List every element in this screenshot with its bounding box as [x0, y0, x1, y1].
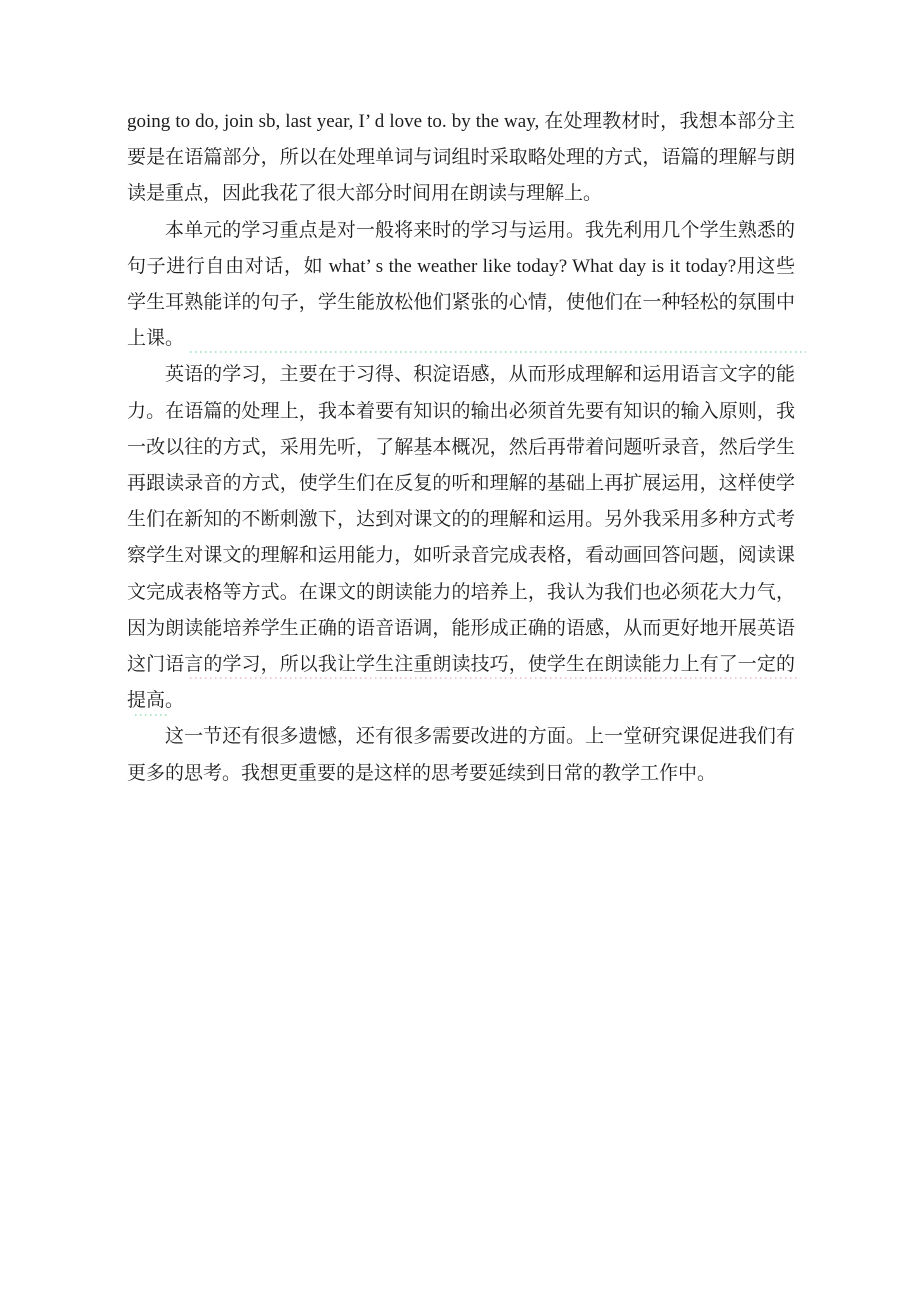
dotted-separator-line	[190, 677, 800, 679]
paragraph: 本单元的学习重点是对一般将来时的学习与运用。我先利用几个学生熟悉的句子进行自由对话，如 what’ s the weather like today? What day is it today?用这些学生耳熟能详的句子，学生能放松他们紧张的心情，使他们在一种轻松的氛围中上课。	[127, 219, 795, 350]
paragraph: 这一节还有很多遗憾，还有很多需要改进的方面。上一堂研究课促进我们有更多的思考。我想更重要的是这样的思考要延续到日常的教学工作中。	[127, 726, 795, 784]
dotted-separator-mark	[135, 714, 167, 716]
paragraph: going to do, join sb, last year, I’ d love to. by the way, 在处理教材时，我想本部分主要是在语篇部分，所以在处理单词与词组时采取略处理的方式，语篇的理解与朗读是重点，因此我花了很大部分时间用在朗读与理解上。	[127, 111, 795, 205]
document-body-text	[127, 104, 795, 792]
paragraph: 英语的学习，主要在于习得、积淀语感，从而形成理解和运用语言文字的能力。在语篇的处理上，我本着要有知识的输出必须首先要有知识的输入原则，我一改以往的方式，采用先听，了解基本概况，然后再带着问题听录音，然后学生再跟读录音的方式，使学生们在反复的听和理解的基础上再扩展运用，这样使学生们在新知的不断刺激下，达到对课文的的理解和运用。另外我采用多种方式考察学生对课文的理解和运用能力，如听录音完成表格，看动画回答问题，阅读课文完成表格等方式。在课文的朗读能力的培养上，我认为我们也必须花大力气，因为朗读能培养学生正确的语音语调，能形成正确的语感，从而更好地开展英语这门语言的学习，所以我让学生注重朗读技巧，使学生在朗读能力上有了一定的提高。	[127, 364, 795, 712]
dotted-separator-line	[190, 351, 806, 353]
